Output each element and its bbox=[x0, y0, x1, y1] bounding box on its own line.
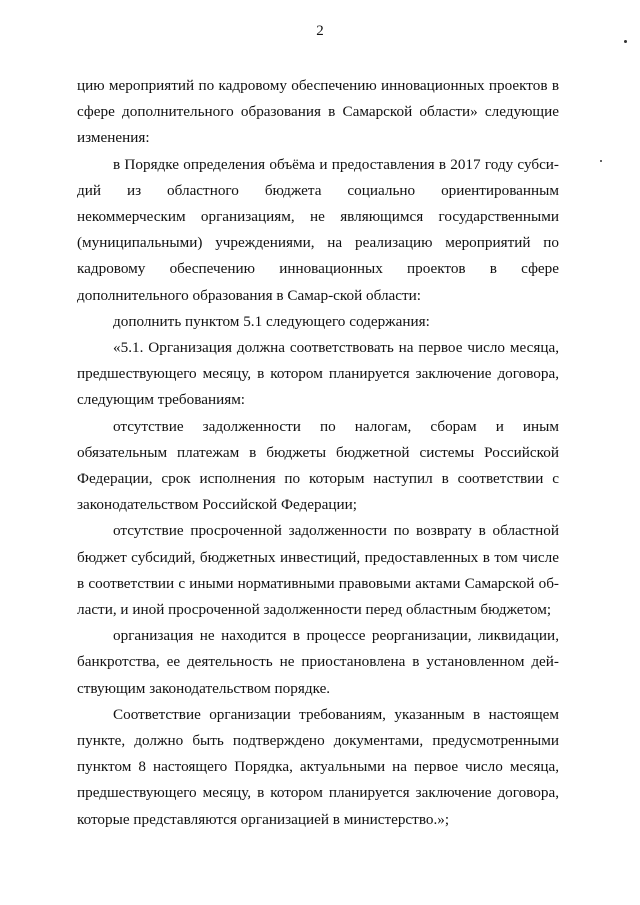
paragraph-compliance-documents: Соответствие организации требованиям, указанным в настоящем пункте, должно быть подтверждено документами, предусмотренными пунктом 8 настоящего Порядка, актуальными на первое число месяца, предшествующего месяцу, в котором планируется заключение договора, которые представляются организацией в министерство.»; bbox=[77, 705, 559, 828]
paragraph-procedure: в Порядке определения объёма и предоставления в 2017 году субси-дий из областного бюджета социально ориентированным некоммерческим организациям, не являющимся государственными (муниципальными) учреждениями, на реализацию мероприятий по кадровому обеспечению инновационных проектов в сфере дополнительного образования в Самар-ской области: bbox=[77, 155, 559, 304]
paragraph-clause-5-1: «5.1. Организация должна соответствовать на первое число месяца, предшествующего месяцу, в котором планируется заключение договора, следующим требованиям: bbox=[77, 339, 559, 409]
paragraph-no-reorganization: организация не находится в процессе реорганизации, ликвидации, банкротства, ее деятельность не приостановлена в установленном дей-ствующим законодательством порядке. bbox=[77, 627, 559, 697]
scan-speck bbox=[600, 160, 602, 162]
document-body bbox=[77, 73, 559, 833]
paragraph-add-clause: дополнить пунктом 5.1 следующего содержания: bbox=[113, 312, 430, 330]
paragraph-no-overdue-debt: отсутствие просроченной задолженности по возврату в областной бюджет субсидий, бюджетных инвестиций, предоставленных в том числе в соответствии с иными нормативными правовыми актами Самарской об-ласти, и иной просроченной задолженности перед областным бюджетом; bbox=[77, 522, 559, 619]
page-number: 2 bbox=[316, 23, 324, 39]
paragraph-intro-continuation: цию мероприятий по кадровому обеспечению инновационных проектов в сфере дополнительного образования в Самарской области» следующие изменения: bbox=[77, 77, 559, 147]
scan-speck bbox=[624, 40, 627, 43]
paragraph-no-tax-debt: отсутствие задолженности по налогам, сборам и иным обязательным платежам в бюджеты бюджетной системы Российской Федерации, срок исполнения по которым наступил в соответствии с законодательством Российской Федерации; bbox=[77, 417, 559, 514]
